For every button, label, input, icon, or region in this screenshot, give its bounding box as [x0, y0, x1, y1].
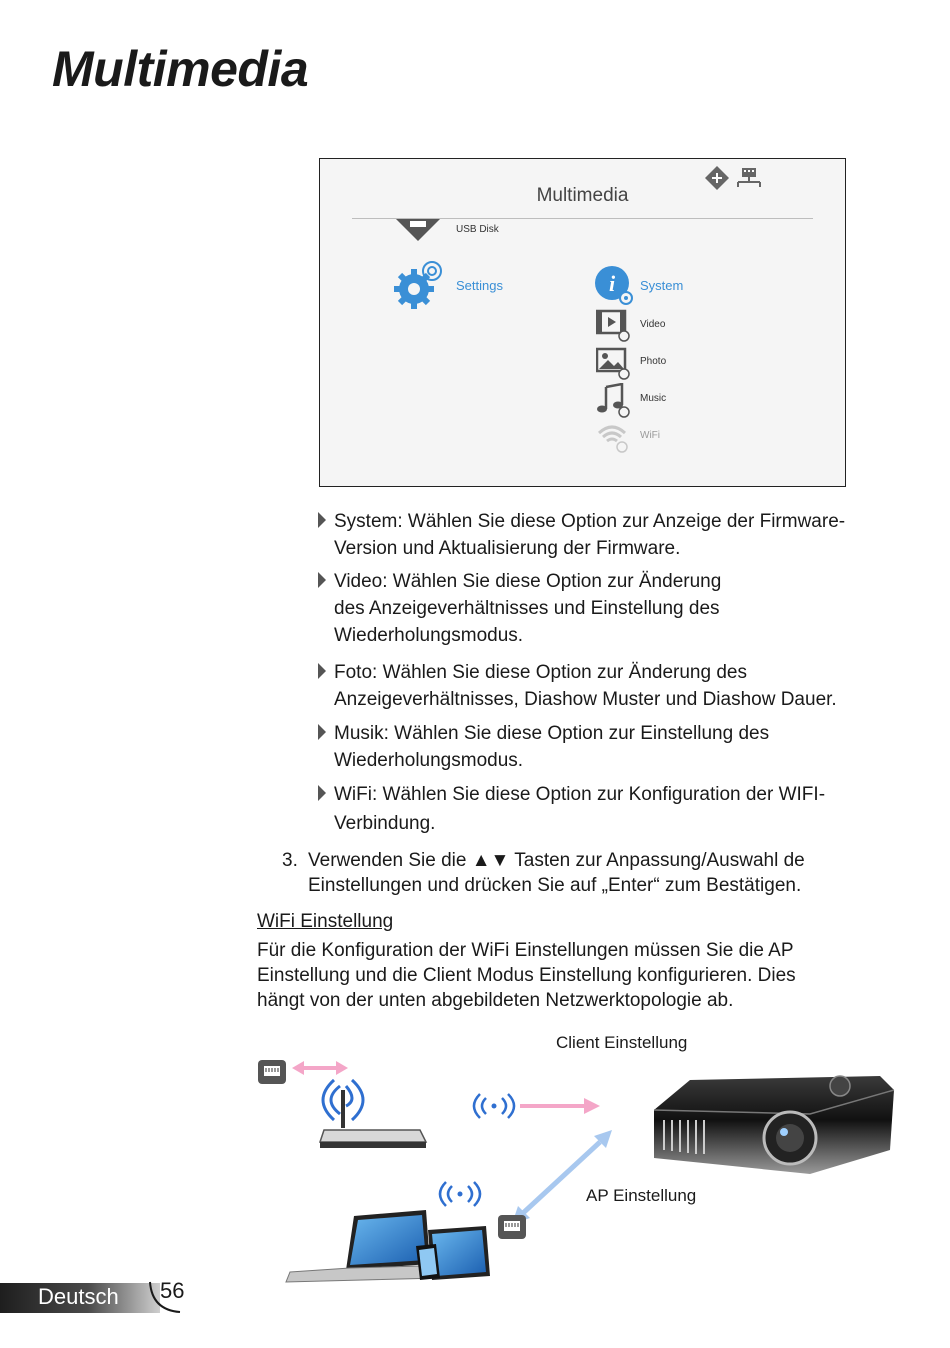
section-line: Für die Konfiguration der WiFi Einstellungen müssen Sie die AP: [257, 940, 794, 961]
settings-label[interactable]: Settings: [456, 278, 503, 293]
bullet-line: des Anzeigeverhältnisses und Einstellung des: [334, 598, 720, 619]
usb-disk-label[interactable]: USB Disk: [456, 224, 499, 235]
screenshot-title: Multimedia: [536, 185, 629, 206]
ap-link-arrow: [512, 1130, 612, 1224]
wired-link-arrow: [292, 1061, 348, 1075]
usb-disk-icon: [392, 219, 444, 245]
section-body: [257, 938, 877, 1013]
step-line: Einstellungen und drücken Sie auf „Enter“ zum Bestätigen.: [308, 875, 802, 896]
bullet-arrow-icon: [318, 785, 326, 801]
menu-item-system[interactable]: System: [640, 278, 684, 293]
client-mode-label: Client Einstellung: [556, 1033, 688, 1052]
bullet-arrow-icon: [318, 663, 326, 679]
bullet-line: WiFi: Wählen Sie diese Option zur Konfiguration der WIFI-: [334, 784, 826, 805]
ethernet-port-icon: [258, 1060, 286, 1084]
picture-gear-icon[interactable]: [596, 347, 632, 381]
wifi-gear-icon[interactable]: [596, 421, 632, 455]
menu-item-video[interactable]: Video: [640, 319, 666, 330]
multimedia-screenshot: [319, 158, 846, 487]
wifi-signal-icon: [440, 1182, 480, 1206]
bullet-foto: [314, 659, 914, 713]
bullet-line: Anzeigeverhältnisses, Diashow Muster und Diashow Dauer.: [334, 689, 837, 710]
bullet-musik: [314, 720, 914, 774]
section-line: Einstellung und die Client Modus Einstellung konfigurieren. Dies: [257, 965, 796, 986]
bullet-line: Version und Aktualisierung der Firmware.: [334, 538, 681, 559]
section-line: hängt von der unten abgebildeten Netzwerktopologie ab.: [257, 990, 734, 1011]
menu-item-wifi[interactable]: WiFi: [640, 430, 660, 441]
network-status-icon: [736, 167, 762, 189]
film-gear-icon[interactable]: [596, 309, 632, 343]
bullet-line: System: Wählen Sie diese Option zur Anzeige der Firmware-: [334, 511, 846, 532]
settings-gear-icon[interactable]: [390, 257, 448, 315]
wifi-router-icon: [320, 1080, 426, 1148]
bullet-line: Foto: Wählen Sie diese Option zur Änderung des: [334, 662, 747, 683]
step-number: 3.: [282, 850, 298, 871]
bullet-line: Wiederholungsmodus.: [334, 750, 524, 771]
usb-status-icon: [704, 165, 730, 191]
bullet-wifi: [314, 781, 914, 837]
svg-text:i: i: [608, 271, 616, 296]
bullet-arrow-icon: [318, 724, 326, 740]
client-link-arrow: [520, 1098, 600, 1114]
ethernet-port-icon: [498, 1215, 526, 1239]
step-line: Verwenden Sie die ▲▼ Tasten zur Anpassung/Auswahl de: [308, 850, 805, 871]
ap-mode-label: AP Einstellung: [586, 1186, 697, 1205]
page-number: 56: [160, 1278, 185, 1303]
info-gear-icon[interactable]: [594, 265, 636, 307]
bullet-video: [314, 568, 914, 649]
menu-item-music[interactable]: Music: [640, 393, 667, 404]
note-gear-icon[interactable]: [596, 383, 632, 419]
section-heading: WiFi Einstellung: [257, 911, 394, 932]
page-title: Multimedia: [52, 41, 309, 97]
bullet-line: Verbindung.: [334, 813, 436, 834]
projector-icon: [654, 1076, 894, 1174]
client-devices-icon: [286, 1210, 490, 1282]
bullet-line: Video: Wählen Sie diese Option zur Änderung: [334, 571, 722, 592]
wifi-signal-icon: [474, 1094, 514, 1118]
bullet-line: Musik: Wählen Sie diese Option zur Einstellung des: [334, 723, 770, 744]
bullet-line: Wiederholungsmodus.: [334, 625, 524, 646]
bullet-arrow-icon: [318, 512, 326, 528]
footer-language: Deutsch: [38, 1284, 119, 1309]
menu-item-photo[interactable]: Photo: [640, 356, 667, 367]
bullet-system: [314, 508, 914, 562]
network-diagram: [250, 1050, 910, 1290]
bullet-arrow-icon: [318, 572, 326, 588]
